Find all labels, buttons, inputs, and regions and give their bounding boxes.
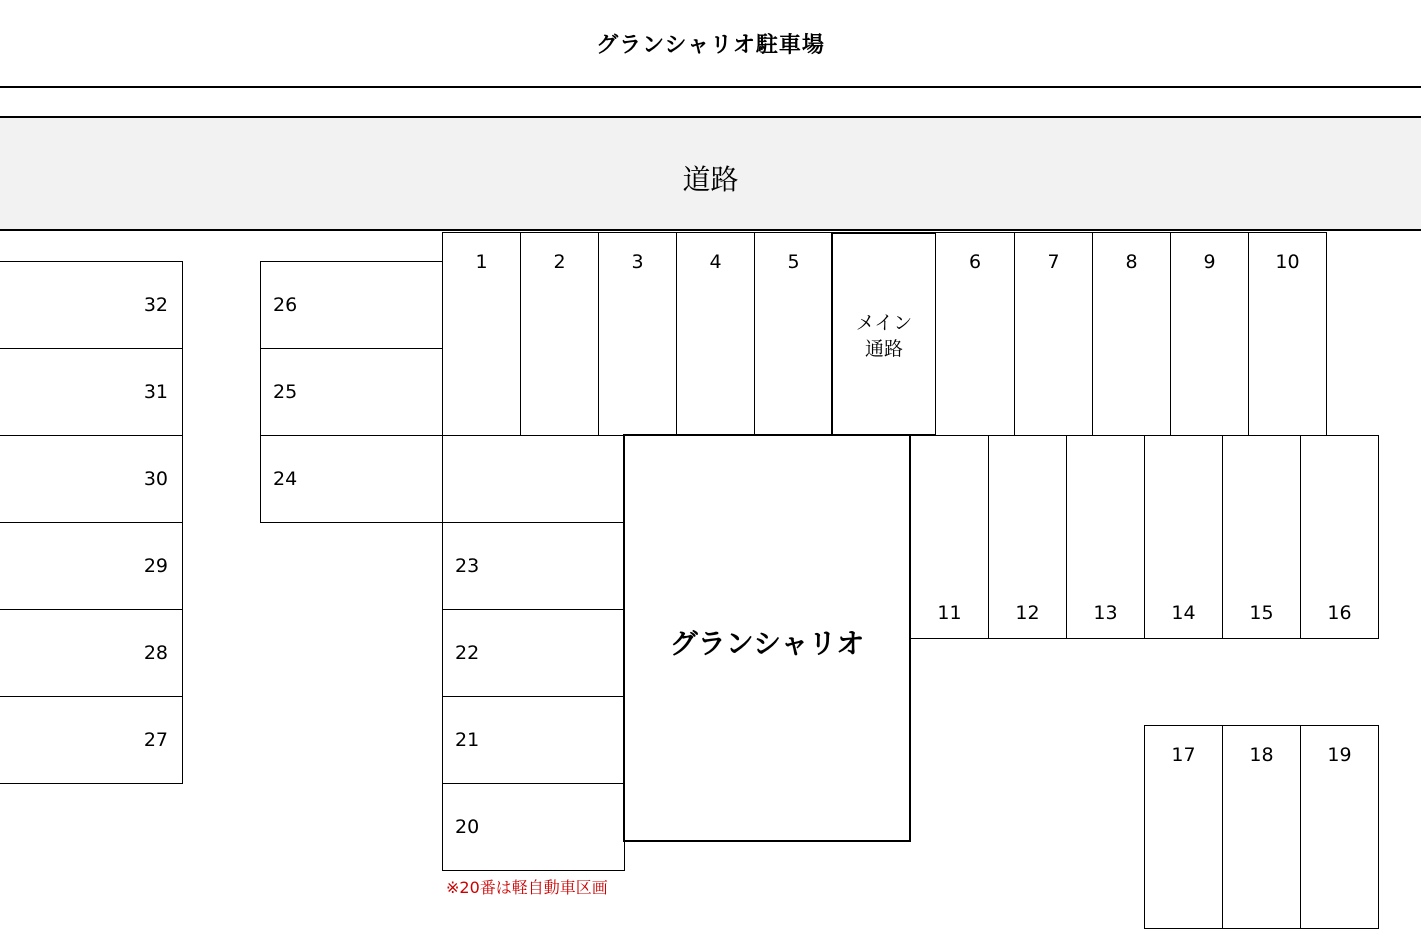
parking-space-8 — [1092, 232, 1171, 436]
road — [0, 116, 1421, 231]
space-number: 20 — [455, 816, 480, 838]
parking-space-20 — [442, 783, 625, 871]
parking-space-11 — [910, 435, 989, 639]
parking-space-17 — [1144, 725, 1223, 929]
space-number: 30 — [143, 468, 168, 490]
parking-space-23 — [442, 522, 625, 610]
building — [623, 434, 911, 842]
space-number: 1 — [475, 251, 488, 273]
space-number: 18 — [1249, 744, 1274, 766]
space-number: 15 — [1249, 602, 1274, 624]
main-aisle-label — [833, 310, 935, 362]
parking-space-31 — [0, 348, 183, 436]
parking-space-27 — [0, 696, 183, 784]
space-number: 3 — [631, 251, 644, 273]
space-number: 14 — [1171, 602, 1196, 624]
parking-space-12 — [988, 435, 1067, 639]
parking-space-6 — [936, 232, 1015, 436]
parking-space-30 — [0, 435, 183, 523]
parking-space-13 — [1066, 435, 1145, 639]
parking-space-32 — [0, 261, 183, 349]
space-number: 22 — [455, 642, 480, 664]
parking-space-21 — [442, 696, 625, 784]
parking-space-18 — [1222, 725, 1301, 929]
main-aisle-label-line1: メイン — [855, 312, 913, 334]
parking-space-15 — [1222, 435, 1301, 639]
space-number: 19 — [1327, 744, 1352, 766]
road-label: 道路 — [682, 163, 739, 196]
parking-space-24 — [260, 435, 443, 523]
parking-space-9 — [1170, 232, 1249, 436]
main-aisle — [831, 232, 937, 436]
parking-space-25 — [260, 348, 443, 436]
parking-space-7 — [1014, 232, 1093, 436]
space-number: 27 — [143, 729, 168, 751]
parking-space-26 — [260, 261, 443, 349]
space-number: 7 — [1047, 251, 1060, 273]
parking-space-3 — [598, 232, 677, 436]
parking-space-22 — [442, 609, 625, 697]
space-number: 8 — [1125, 251, 1138, 273]
parking-space-5 — [754, 232, 833, 436]
parking-space-10 — [1248, 232, 1327, 436]
space-number: 17 — [1171, 744, 1196, 766]
space-number: 23 — [455, 555, 480, 577]
main-aisle-label-line2: 通路 — [864, 338, 903, 360]
space-number: 16 — [1327, 602, 1352, 624]
space-number: 10 — [1275, 251, 1300, 273]
parking-space-4 — [676, 232, 755, 436]
space-number: 11 — [937, 602, 962, 624]
parking-space-19 — [1300, 725, 1379, 929]
space-number: 13 — [1093, 602, 1118, 624]
kei-car-note: ※20番は軽自動車区画 — [446, 878, 608, 897]
parking-space-28 — [0, 609, 183, 697]
parking-space-2 — [520, 232, 599, 436]
space-number: 26 — [273, 294, 298, 316]
space-number: 6 — [968, 251, 982, 273]
parking-space-1 — [442, 232, 521, 436]
space-number: 2 — [553, 251, 566, 273]
space-number: 28 — [143, 642, 168, 664]
space-number: 31 — [143, 381, 168, 403]
page-title: グランシャリオ駐車場 — [596, 33, 825, 58]
parking-space-29 — [0, 522, 183, 610]
empty-area — [442, 435, 625, 523]
building-label: グランシャリオ — [669, 627, 865, 660]
space-number: 12 — [1015, 602, 1040, 624]
space-number: 21 — [455, 729, 480, 751]
space-number: 9 — [1203, 251, 1216, 273]
parking-space-16 — [1300, 435, 1379, 639]
space-number: 5 — [787, 251, 800, 273]
space-number: 4 — [709, 251, 722, 273]
boundary-line — [0, 86, 1421, 88]
space-number: 24 — [273, 468, 298, 490]
space-number: 32 — [143, 294, 168, 316]
parking-space-14 — [1144, 435, 1223, 639]
space-number: 29 — [143, 555, 168, 577]
space-number: 25 — [273, 381, 298, 403]
